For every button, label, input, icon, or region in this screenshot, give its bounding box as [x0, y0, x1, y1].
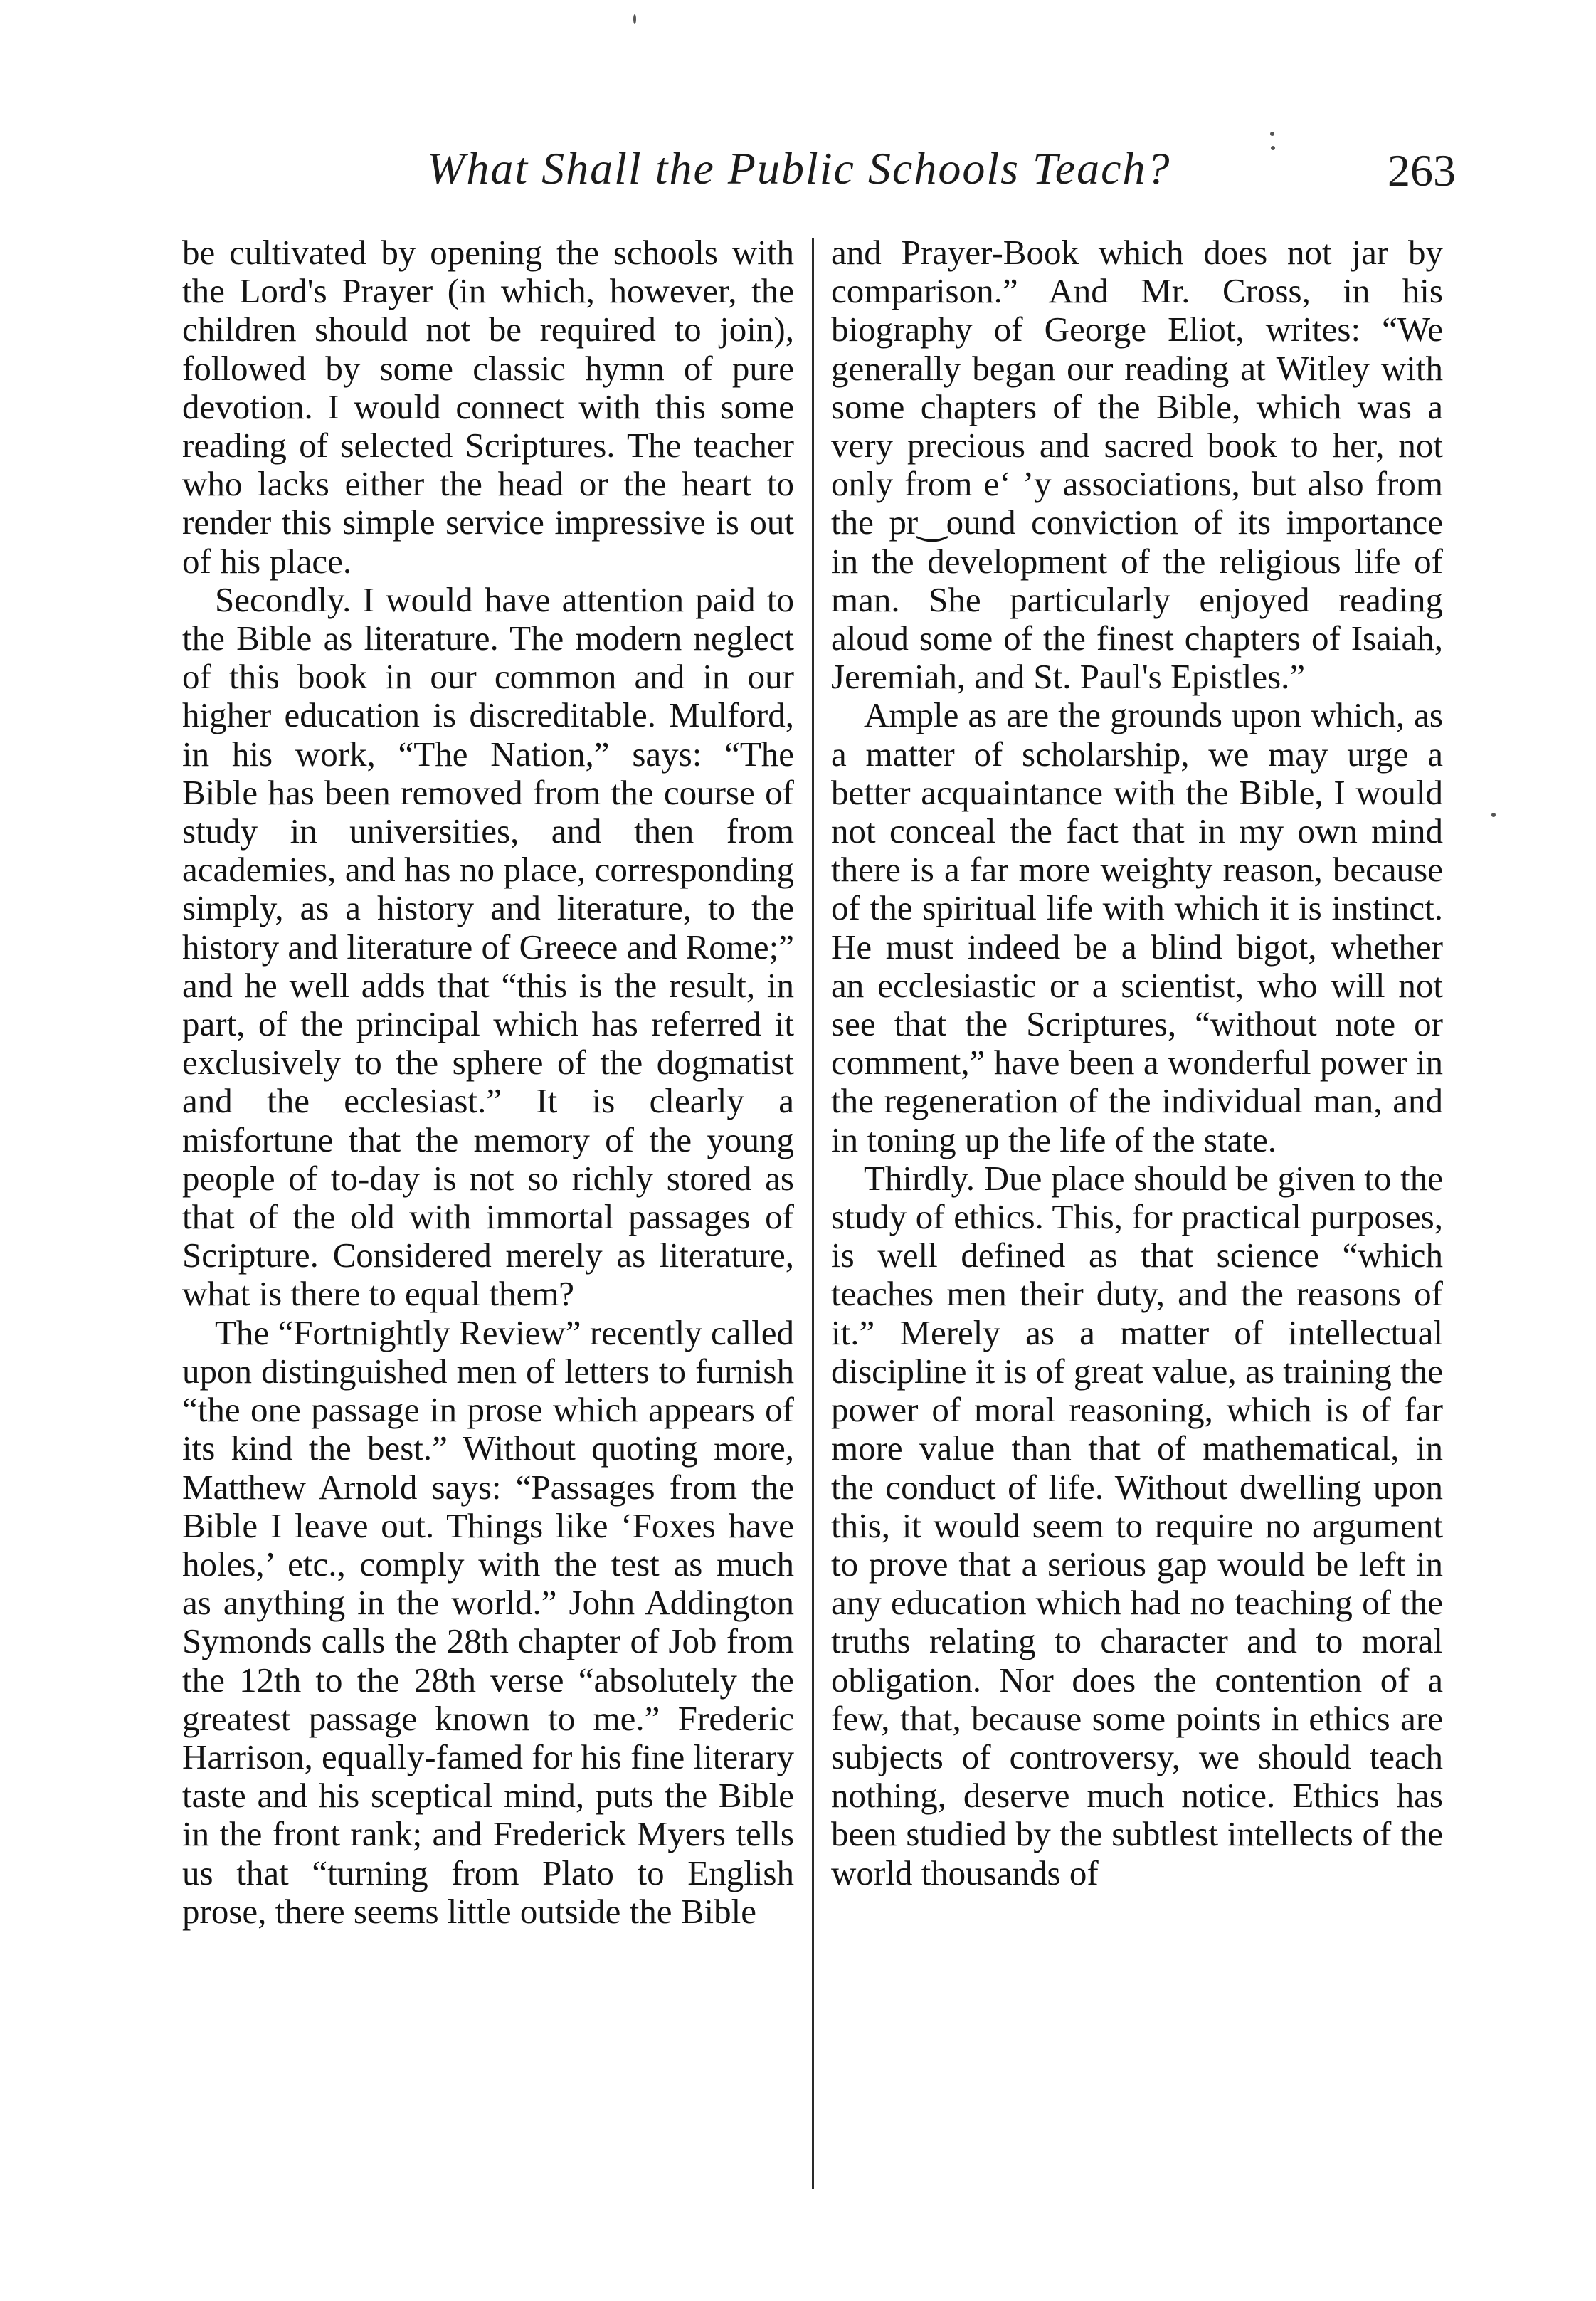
- column-divider: [812, 238, 814, 2189]
- paragraph: Thirdly. Due place should be given to the study of ethics. This, for practical purposes, is well defined as that science “which teaches men their duty, and the reasons of it.” Merely as a matter of intellectual discipline it is of great value, as training the power of moral reasoning, which is of far more value than that of mathematical, in the conduct of life. Without dwelling upon this, it would seem to require no argument to prove that a serious gap would be left in any education which had no teaching of the truths relating to character and to moral obligation. Nor does the contention of a few, that, because some points in ethics are subjects of controversy, we should teach nothing, deserve much notice. Ethics has been studied by the subtlest intellects of the world thousands of: [831, 1158, 1443, 1892]
- print-speck: [1491, 813, 1496, 817]
- paragraph: Ample as are the grounds upon which, as a matter of scholarship, we may urge a better acquaintance with the Bible, I would not conceal the fact that in my own mind there is a far more weighty reason, because of the spiritual life with which it is instinct. He must indeed be a blind bigot, whether an ecclesiastic or a scientist, who will not see that the Scriptures, “without note or comment,” have been a wonderful power in the regeneration of the individual man, and in toning up the life of the state.: [831, 695, 1443, 1159]
- print-speck: [1270, 132, 1274, 136]
- page-number: 263: [1388, 145, 1456, 196]
- paragraph: The “Fortnightly Review” recently called upon distinguished men of letters to furnish “the one passage in prose which appears of its kind the best.” Without quoting more, Matthew Arnold says: “Passages from the Bible I leave out. Things like ‘Foxes have holes,’ etc., comply with the test as much as anything in the world.” John Addington Symonds calls the 28th chapter of Job from the 12th to the 28th verse “absolutely the greatest passage known to me.” Frederic Harrison, equally-famed for his fine literary taste and his sceptical mind, puts the Bible in the front rank; and Frederick Myers tells us that “turning from Plato to English prose, there seems little outside the Bible: [182, 1312, 794, 1931]
- print-speck: [1271, 146, 1275, 150]
- left-column: [182, 233, 794, 1931]
- paragraph: Secondly. I would have attention paid to the Bible as literature. The modern neglect of this book in our common and in our higher education is discreditable. Mulford, in his work, “The Nation,” says: “The Bible has been removed from the course of study in universities, and then from academies, and has no place, corresponding simply, as a history and literature, to the history and literature of Greece and Rome;” and he well adds that “this is the result, in part, of the principal which has referred it exclusively to the sphere of the dogmatist and the ecclesiast.” It is clearly a misfortune that the memory of the young people of to-day is not so richly stored as that of the old with immortal passages of Scripture. Considered merely as literature, what is there to equal them?: [182, 579, 794, 1314]
- print-speck: [633, 14, 636, 24]
- running-title: What Shall the Public Schools Teach?: [427, 143, 1171, 194]
- right-column: [831, 233, 1443, 1892]
- paragraph: and Prayer-Book which does not jar by comparison.” And Mr. Cross, in his biography of George Eliot, writes: “We generally began our reading at Witley with some chapters of the Bible, which was a very precious and sacred book to her, not only from e‘ ’y associations, but also from the pr‿ound conviction of its importance in the development of the religious life of man. She particularly enjoyed reading aloud some of the finest chapters of Isaiah, Jeremiah, and St. Paul's Epistles.”: [831, 233, 1443, 697]
- paragraph: be cultivated by opening the schools with the Lord's Prayer (in which, however, the children should not be required to join), followed by some classic hymn of pure devotion. I would connect with this some reading of selected Scriptures. The teacher who lacks either the head or the heart to render this simple service impressive is out of his place.: [182, 233, 794, 581]
